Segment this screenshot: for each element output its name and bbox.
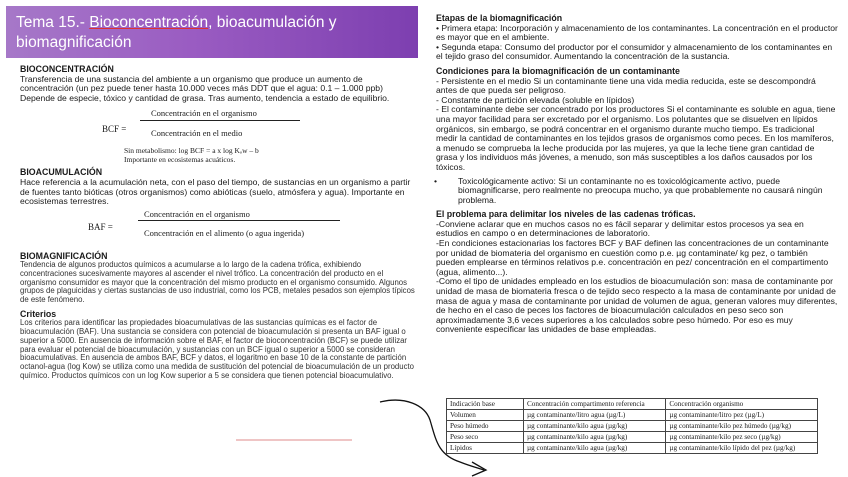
table-row <box>447 443 818 454</box>
biomagnificacion-text: Tendencia de algunos productos químicos a acumularse a lo largo de la cadena trófica, exhibiendo concentraciones sucesivamente mayores al ascender el nivel trófico. La concentración del producto en el organismo consumidor es mayor que la concentración del mismo producto en el organismo consumido. Algunos grupos de plaguicidas y ciertas sustancias de uso industrial, como los PCB, metales pesados son ejemplos típicos de este fenómeno. <box>20 260 415 305</box>
table-row <box>447 410 818 421</box>
bcf-formula <box>20 103 415 163</box>
condiciones-item-2: - Constante de partición elevada (soluble en lípidos) <box>436 94 635 105</box>
table-cell: µg contaminante/kilo pez seco (µg/kg) <box>666 432 818 443</box>
toxicologico-item <box>436 177 838 206</box>
bioconcentracion-heading: BIOCONCENTRACIÓN <box>20 64 114 74</box>
bioconcentracion-text-1: Transferencia de una sustancia del ambiente a un organismo que produce un aumento de concentración (un pez puede tener hasta 10.000 veces más DDT que el agua: 0.1 – 1.000 ppb) <box>20 73 383 94</box>
title-rest: , bioacumulación y biomagnificación <box>16 14 337 51</box>
condiciones-item-3: - El contaminante debe ser concentrado por los productores Si el contaminante es soluble en agua, tiene una mayor facilidad para ser excretado por el organismo. Los polutantes que se disuelven en lípidos orgánicos, sin embargo, se podrá concentrar en el organismo durante mucho tiempo. Es tradicional medir la cantidad de contaminantes en los tejidos grasos de organismos como peces. En los mamíferos, a menudo se comprueba la leche producida por las mujeres, ya que la leche tiene gran cantidad de grasa y los individuos más jóvenes, a menudo, son más susceptibles a los daños causados por los tóxicos. <box>436 104 836 172</box>
title-main: Bioconcentración <box>89 14 209 31</box>
bcf-numerator: Concentración en el organismo <box>151 108 257 119</box>
condiciones-heading: Condiciones para la biomagnificación de un contaminante <box>436 65 680 76</box>
bcf-note: Importante en ecosistemas acuáticos. <box>124 155 236 165</box>
problema-item-3: -Como el tipo de unidades empleado en los estudios de bioacumulación son: masa de contaminante por unidad de masa de biomateria fresca o de tejido seco respecto a la masa de contaminante por unidad de masa de agua y masa de contaminante por unidad de volumen de agua, generan valores muy diferentes, de hecho en el caso de peces los factores de bioacumulación calculados en peso seco son aproximadamente 3,6 veces superiores a los calculados sobre peso húmedo. Por eso es muy conveniente especificar las unidades de base empleadas. <box>436 276 838 335</box>
criterios-heading: Criterios <box>20 308 57 319</box>
baf-denominator: Concentración en el alimento (o agua ingerida) <box>144 227 305 238</box>
table-cell: µg contaminante/kilo agua (µg/kg) <box>524 421 666 432</box>
bioacumulacion-text: Hace referencia a la acumulación neta, con el paso del tiempo, de sustancias en un organismo a partir de fuentes tanto bióticas (otros organismos) como abióticas (suelo, atmósfera y agua). Importante en ecosistemas terrestres. <box>20 176 411 207</box>
criterios-text: Los criterios para identificar las propiedades bioacumulativas de las sustancias químicas es el factor de bioacumulación (BAF). Una sustancia se considera con potencial de bioacumulación si presenta un BAF igual o superior a 5000. En ausencia de información sobre el BAF, el factor de bioconcentración (BCF) se puede utilizar para evaluar el potencial de bioacumulación, y sustancias con un BCF igual o superior a 5000 se consideran bioacumulativas. En ausencia de ambos BAF, BCF y datos, el logaritmo en base 10 de la constante de partición octanol-agua (log Kow) se utiliza como una medida de sustitución del potencial de bioacumulación de un producto químico. Productos químicos con un log Kow superior a 5 se considera que tienen potencial bioacumulativo. <box>20 318 414 380</box>
baf-fraction-bar <box>138 220 340 221</box>
table-cell: µg contaminante/kilo lípido del pez (µg/kg) <box>666 443 818 454</box>
problema-item-1: -Conviene aclarar que en muchos casos no es fácil separar y delimitar estos procesos ya sea en estudios en campo o en determinaciones de laboratorio. <box>436 218 804 239</box>
bcf-lhs: BCF = <box>102 124 127 135</box>
condiciones-item-1: - Persistente en el medio Si un contaminante tiene una vida media reducida, este se descompondrá antes de que pueda ser peligroso. <box>436 75 816 96</box>
baf-numerator: Concentración en el organismo <box>144 208 250 219</box>
bcf-denominator: Concentración en el medio <box>151 128 243 139</box>
right-column <box>436 14 838 335</box>
table-cell: µg contaminante/litro pez (µg/L) <box>666 410 818 421</box>
bioacumulacion-heading: BIOACUMULACIÓN <box>20 167 103 178</box>
title-prefix: Tema 15.- <box>16 14 90 31</box>
title-banner <box>6 6 418 58</box>
bioconcentracion-text-2: Depende de especie, tóxico y cantidad de grasa. Tras aumento, tendencia a estado de equilibrio. <box>20 92 390 103</box>
etapas-bullet-2: • Segunda etapa: Consumo del productor por el consumidor y almacenamiento de los contaminantes en el tejido graso del consumidor. Aumentando la concentración de la sustancia. <box>436 41 833 62</box>
table-row <box>447 421 818 432</box>
problema-item-2: -En condiciones estacionarias los factores BCF y BAF definen las concentraciones de un contaminante por unidad de biomateria del organismo en cuestión como p.e. µg contaminate/ kg pez, o también pueden emplearse en términos relativos p.e. concentración en pez/ concentración en el compartimento (agua, alimento...). <box>436 238 829 277</box>
table-cell: Volumen <box>447 410 524 421</box>
table-cell: Peso seco <box>447 432 524 443</box>
bullet-icon: • <box>434 175 438 186</box>
table-cell: µg contaminante/litro agua (µg/L) <box>524 410 666 421</box>
annotation-arrowhead <box>472 462 486 476</box>
units-table <box>446 398 818 454</box>
table-header-cell: Concentración organismo <box>666 399 818 410</box>
bcf-fraction-bar <box>140 120 300 121</box>
table-cell: Lípidos <box>447 443 524 454</box>
toxicologico-text: Toxicológicamente activo: Si un contaminante no es toxicológicamente activo, puede biomagnificarse, pero realmente no preocupa mucho, ya que probablemente no causará ningún problema. <box>458 175 823 205</box>
etapas-heading: Etapas de la biomagnificación <box>436 13 563 23</box>
baf-lhs: BAF = <box>88 221 113 232</box>
left-column <box>20 65 415 380</box>
table-header-row <box>447 399 818 410</box>
table-header-cell: Concentración compartimento referencia <box>524 399 666 410</box>
table-cell: µg contaminante/kilo agua (µg/kg) <box>524 443 666 454</box>
table-header-cell: Indicación base <box>447 399 524 410</box>
biomagnificacion-heading: BIOMAGNIFICACIÓN <box>20 250 108 261</box>
table-row <box>447 432 818 443</box>
table-cell: Peso húmedo <box>447 421 524 432</box>
table-cell: µg contaminante/kilo pez húmedo (µg/kg) <box>666 421 818 432</box>
etapas-bullet-1: • Primera etapa: Incorporación y almacenamiento de los contaminantes. La concentración en el productor es mayor que en el ambiente. <box>436 22 838 43</box>
table-cell: µg contaminante/kilo agua (µg/kg) <box>524 432 666 443</box>
bcf-log-equation: Sin metabolismo: log BCF = a x log Kₒw – b <box>124 146 259 156</box>
problema-heading: El problema para delimitar los niveles de las cadenas tróficas. <box>436 209 696 220</box>
baf-formula <box>20 207 415 247</box>
